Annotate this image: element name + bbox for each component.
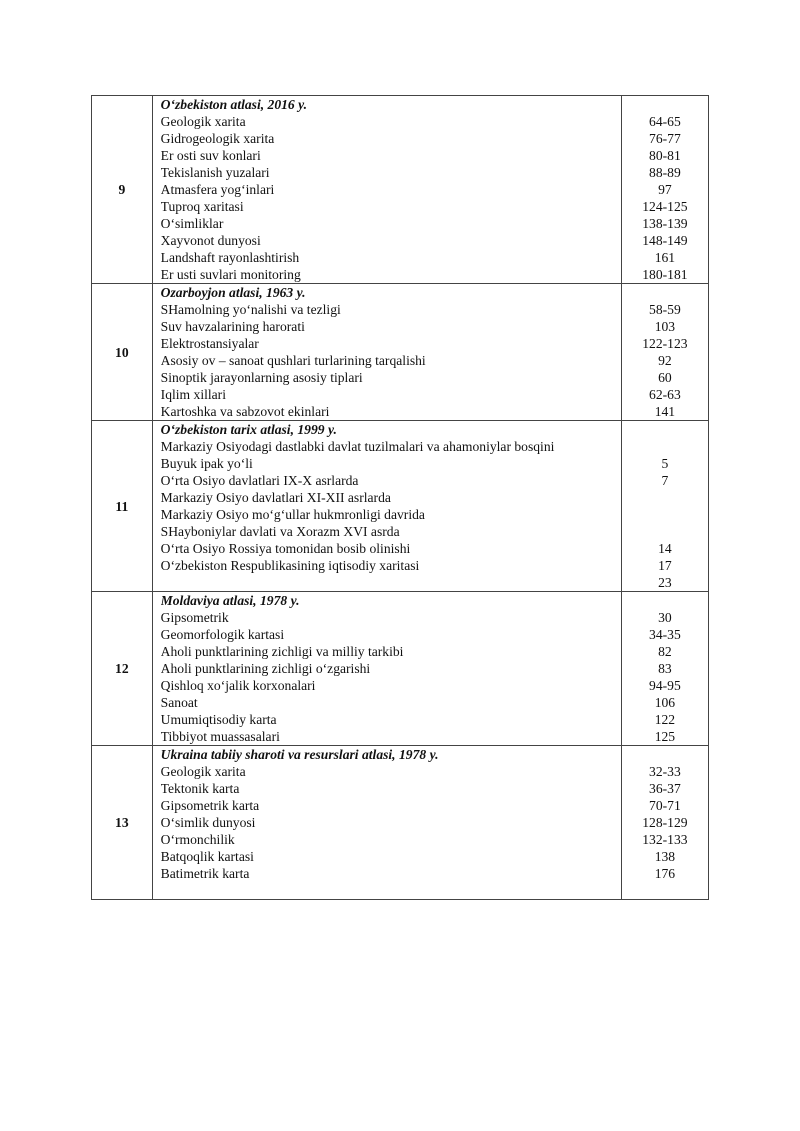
map-name: O‘simliklar xyxy=(160,216,224,231)
map-name: Batimetrik karta xyxy=(160,866,250,881)
atlas-number: 12 xyxy=(92,592,153,746)
map-name: Tibbiyot muassasalari xyxy=(160,729,280,744)
atlas-maps-cell xyxy=(152,421,621,592)
map-pages xyxy=(622,506,708,523)
map-name: Markaziy Osiyo mo‘g‘ullar hukmronligi davrida xyxy=(160,507,425,522)
atlas-table-body xyxy=(92,96,709,900)
map-name: O‘rmonchilik xyxy=(160,832,235,847)
map-name: Er osti suv konlari xyxy=(160,148,261,163)
map-name: SHayboniylar davlati va Xorazm XVI asrda xyxy=(160,524,400,539)
map-pages: 17 xyxy=(658,558,672,573)
map-name: O‘rta Osiyo davlatlari IX-X asrlarda xyxy=(160,473,359,488)
map-name: Xayvonot dunyosi xyxy=(160,233,261,248)
map-name: Gidrogeologik xarita xyxy=(160,131,275,146)
atlas-title: O‘zbekiston tarix atlasi, 1999 y. xyxy=(160,422,337,437)
map-pages: 64-65 xyxy=(649,114,681,129)
atlas-number: 13 xyxy=(92,746,153,900)
map-name: Er usti suvlari monitoring xyxy=(160,267,301,282)
atlas-row xyxy=(92,592,709,746)
pages-header-spacer xyxy=(622,96,708,113)
map-pages: 180-181 xyxy=(642,267,688,282)
map-name: Buyuk ipak yo‘li xyxy=(160,456,253,471)
map-pages: 124-125 xyxy=(642,199,688,214)
atlas-title: O‘zbekiston atlasi, 2016 y. xyxy=(160,97,308,112)
map-name xyxy=(161,574,617,591)
map-pages: 138-139 xyxy=(642,216,688,231)
map-pages xyxy=(622,489,708,506)
map-pages: 76-77 xyxy=(649,131,681,146)
map-pages: 148-149 xyxy=(642,233,688,248)
map-name: Elektrostansiyalar xyxy=(160,336,259,351)
map-pages xyxy=(622,523,708,540)
map-name: Aholi punktlarining zichligi va milliy tarkibi xyxy=(160,644,404,659)
atlas-pages-cell xyxy=(621,746,708,900)
map-name: Qishloq xo‘jalik korxonalari xyxy=(160,678,316,693)
pages-header-spacer xyxy=(622,746,708,763)
atlas-row xyxy=(92,421,709,592)
map-pages: 60 xyxy=(658,370,672,385)
map-name: Suv havzalarining harorati xyxy=(160,319,305,334)
blank-line xyxy=(622,882,708,899)
map-pages: 36-37 xyxy=(649,781,681,796)
map-pages: 32-33 xyxy=(649,764,681,779)
map-name: Geologik xarita xyxy=(160,764,246,779)
map-pages: 30 xyxy=(658,610,672,625)
atlas-pages-cell xyxy=(621,421,708,592)
map-pages: 141 xyxy=(654,404,676,419)
map-name: Asosiy ov – sanoat qushlari turlarining tarqalishi xyxy=(160,353,426,368)
map-name: Markaziy Osiyodagi dastlabki davlat tuzilmalari va ahamoniylar bosqini xyxy=(160,439,555,454)
map-name: Umumiqtisodiy karta xyxy=(160,712,277,727)
atlas-maps-cell xyxy=(152,592,621,746)
map-name: Geomorfologik kartasi xyxy=(160,627,285,642)
map-pages: 132-133 xyxy=(642,832,688,847)
map-name: O‘zbekiston Respublikasining iqtisodiy xaritasi xyxy=(160,558,420,573)
map-name: Landshaft rayonlashtirish xyxy=(160,250,300,265)
map-name: Kartoshka va sabzovot ekinlari xyxy=(160,404,330,419)
map-name: Gipsometrik xyxy=(160,610,229,625)
map-pages: 23 xyxy=(658,575,672,590)
map-name: Sinoptik jarayonlarning asosiy tiplari xyxy=(160,370,363,385)
map-name: Tekislanish yuzalari xyxy=(160,165,270,180)
atlas-title: Ozarboyjon atlasi, 1963 y. xyxy=(160,285,306,300)
pages-header-spacer xyxy=(622,284,708,301)
map-pages: 103 xyxy=(654,319,676,334)
map-pages: 83 xyxy=(658,661,672,676)
map-pages: 128-129 xyxy=(642,815,688,830)
map-name: SHamolning yo‘nalishi va tezligi xyxy=(160,302,341,317)
pages-header-spacer xyxy=(622,421,708,438)
atlas-number: 11 xyxy=(92,421,153,592)
map-pages: 70-71 xyxy=(649,798,681,813)
map-name: O‘rta Osiyo Rossiya tomonidan bosib olinishi xyxy=(160,541,411,556)
map-pages: 97 xyxy=(658,182,672,197)
atlas-pages-cell xyxy=(621,96,708,284)
map-pages: 122-123 xyxy=(642,336,688,351)
map-pages: 14 xyxy=(658,541,672,556)
map-pages: 122 xyxy=(654,712,676,727)
atlas-table xyxy=(91,95,709,900)
map-name: Gipsometrik karta xyxy=(160,798,260,813)
map-name: Geologik xarita xyxy=(160,114,246,129)
map-pages: 176 xyxy=(654,866,676,881)
map-pages: 80-81 xyxy=(649,148,681,163)
map-name: Batqoqlik kartasi xyxy=(160,849,254,864)
map-pages: 88-89 xyxy=(649,165,681,180)
atlas-maps-cell xyxy=(152,96,621,284)
map-pages: 58-59 xyxy=(649,302,681,317)
map-pages: 94-95 xyxy=(649,678,681,693)
map-pages: 92 xyxy=(658,353,672,368)
map-name: Aholi punktlarining zichligi o‘zgarishi xyxy=(160,661,371,676)
map-pages: 125 xyxy=(654,729,676,744)
map-pages: 34-35 xyxy=(649,627,681,642)
map-pages: 106 xyxy=(654,695,676,710)
map-pages: 138 xyxy=(654,849,676,864)
atlas-pages-cell xyxy=(621,592,708,746)
map-pages xyxy=(622,438,708,455)
atlas-title: Ukraina tabiiy sharoti va resurslari atlasi, 1978 y. xyxy=(160,747,439,762)
map-pages: 7 xyxy=(661,473,669,488)
map-name: Tektonik karta xyxy=(160,781,240,796)
blank-line xyxy=(161,882,617,899)
map-name: Atmasfera yog‘inlari xyxy=(160,182,275,197)
atlas-row xyxy=(92,746,709,900)
map-pages: 5 xyxy=(661,456,669,471)
map-name: Tuproq xaritasi xyxy=(160,199,244,214)
atlas-row xyxy=(92,96,709,284)
map-name: O‘simlik dunyosi xyxy=(160,815,256,830)
map-pages: 161 xyxy=(654,250,676,265)
map-pages: 62-63 xyxy=(649,387,681,402)
map-name: Markaziy Osiyo davlatlari XI-XII asrlarda xyxy=(160,490,391,505)
atlas-number: 10 xyxy=(92,284,153,421)
atlas-maps-cell xyxy=(152,746,621,900)
atlas-maps-cell xyxy=(152,284,621,421)
map-pages: 82 xyxy=(658,644,672,659)
atlas-pages-cell xyxy=(621,284,708,421)
pages-header-spacer xyxy=(622,592,708,609)
atlas-number: 9 xyxy=(92,96,153,284)
map-name: Sanoat xyxy=(160,695,198,710)
atlas-title: Moldaviya atlasi, 1978 y. xyxy=(160,593,300,608)
atlas-row xyxy=(92,284,709,421)
map-name: Iqlim xillari xyxy=(160,387,226,402)
